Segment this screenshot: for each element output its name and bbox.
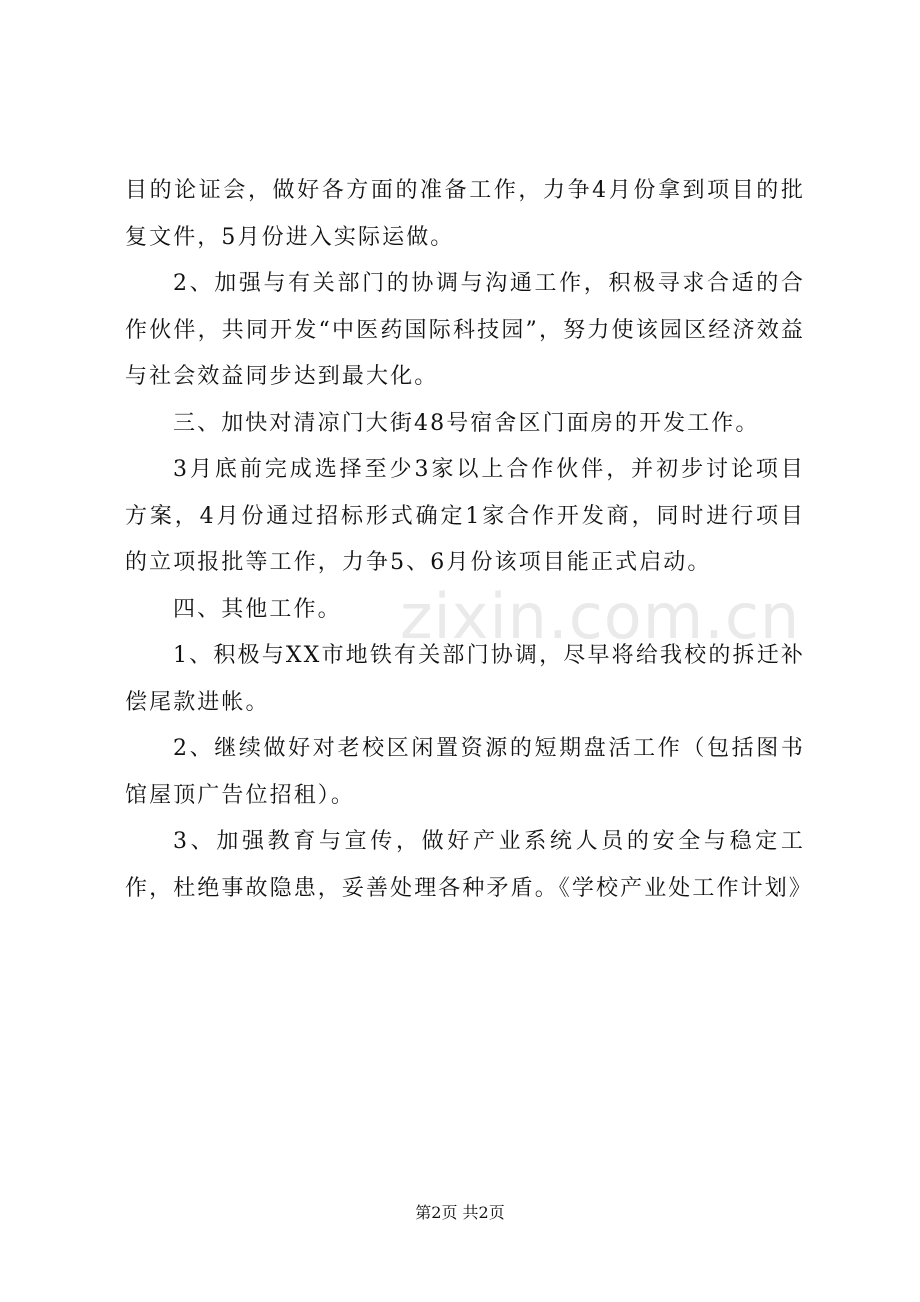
paragraph-partner-selection: 3月底前完成选择至少3家以上合作伙伴，并初步讨论项目方案，4月份通过招标形式确定1家合作开发商，同时进行项目的立项报批等工作，力争5、6月份该项目能正式启动。 bbox=[125, 457, 805, 575]
page-footer: 第2页 共2页 bbox=[415, 1203, 505, 1222]
paragraph-item-3-safety: 3、加强教育与宣传，做好产业系统人员的安全与稳定工作，杜绝事故隐患，妥善处理各种矛盾。《学校产业处工作计划》 bbox=[125, 829, 813, 901]
document-body bbox=[125, 168, 813, 912]
paragraph-item-2-cooperation: 2、加强与有关部门的协调与沟通工作，积极寻求合适的合作伙伴，共同开发“中医药国际科技园”，努力使该园区经济效益与社会效益同步达到最大化。 bbox=[125, 271, 805, 389]
section-heading-3: 三、加快对清凉门大街48号宿舍区门面房的开发工作。 bbox=[173, 410, 760, 436]
paragraph-item-2-resources: 2、继续做好对老校区闲置资源的短期盘活工作（包括图书馆屋顶广告位招租）。 bbox=[125, 736, 805, 808]
watermark: zixin.com.cn bbox=[400, 580, 801, 653]
paragraph-continuation: 目的论证会，做好各方面的准备工作，力争4月份拿到项目的批复文件，5月份进入实际运做。 bbox=[125, 178, 805, 250]
paragraph-item-1-subway: 1、积极与XX市地铁有关部门协调，尽早将给我校的拆迁补偿尾款进帐。 bbox=[125, 643, 805, 715]
section-heading-4: 四、其他工作。 bbox=[173, 596, 342, 622]
